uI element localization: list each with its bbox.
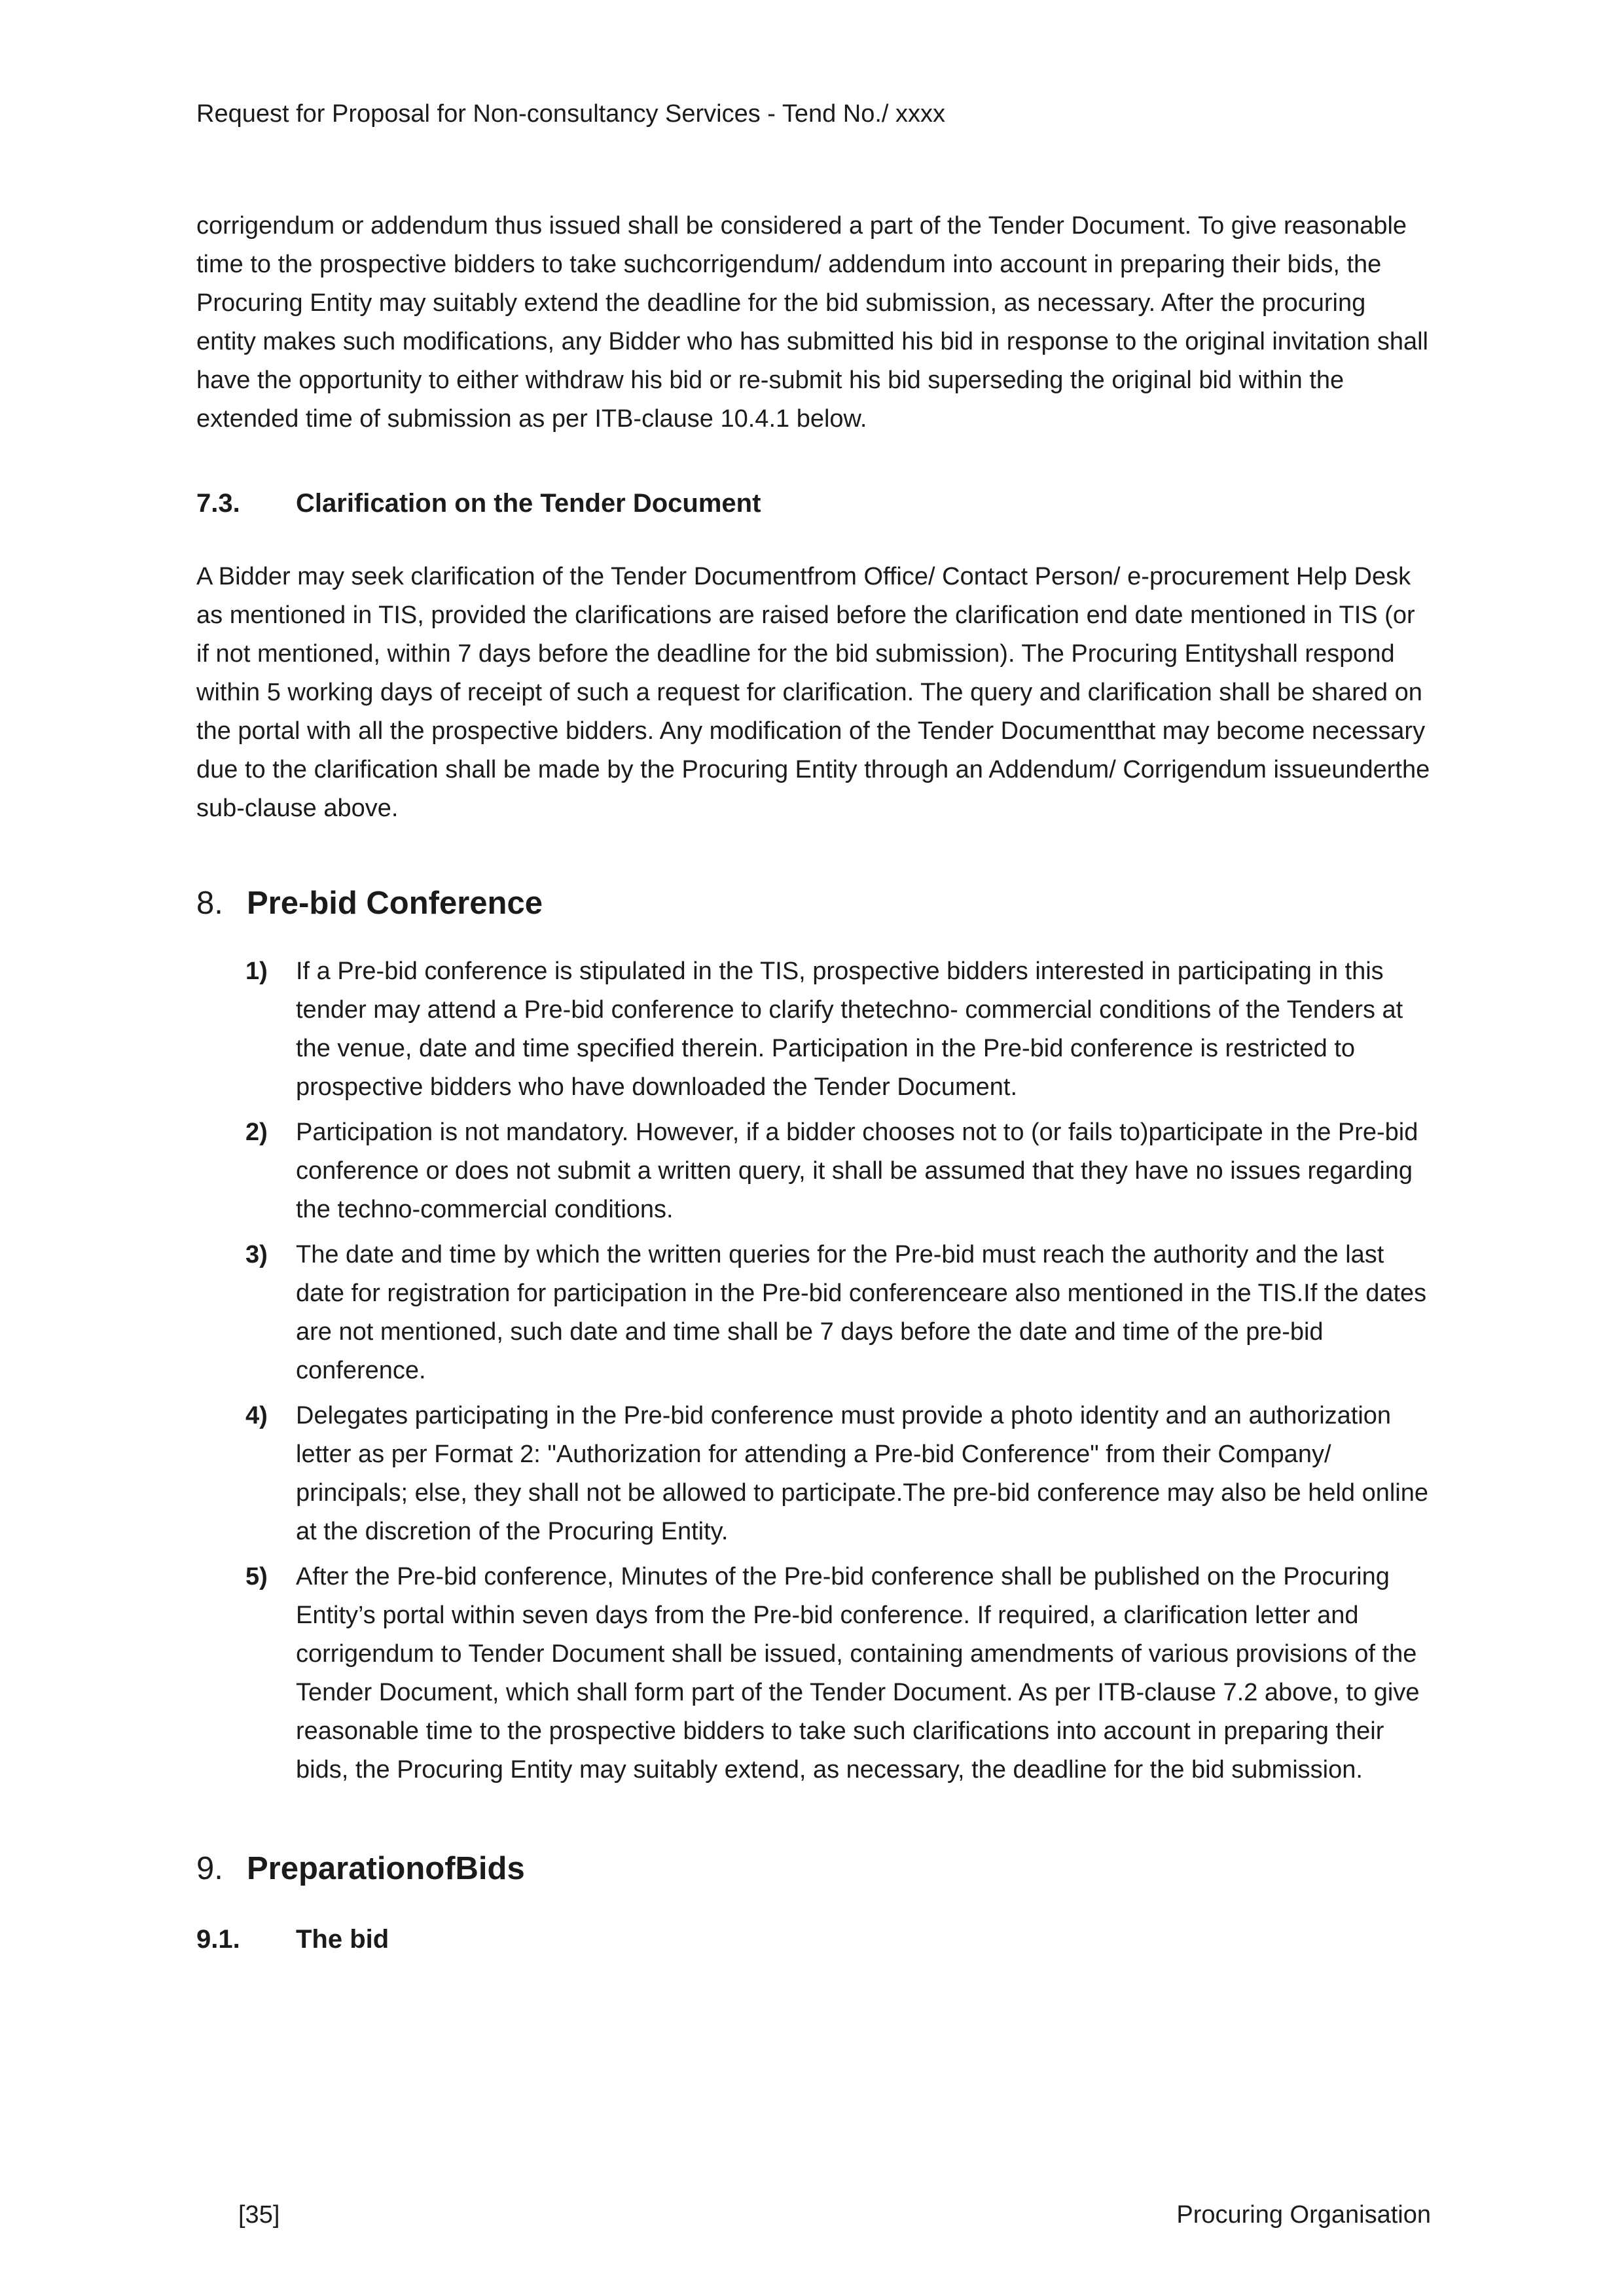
- list-item-text: Participation is not mandatory. However, if a bidder chooses not to (or fails to)participate in the Pre-bid conference or does not submit a written query, it shall be assumed that they have no issues regarding the techno-commercial conditions.: [296, 1119, 1418, 1223]
- page-footer: [196, 2199, 1431, 2231]
- section-8-list: [196, 952, 1431, 1789]
- list-item-number: 1): [245, 958, 268, 985]
- intro-paragraph: corrigendum or addendum thus issued shall be considered a part of the Tender Document. To give reasonable time to the prospective bidders to take suchcorrigendum/ addendum into account in preparing their bids, the Procuring Entity may suitably extend the deadline for the bid submission, as necessary. After the procuring entity makes such modifications, any Bidder who has submitted his bid in response to the original invitation shall have the opportunity to either withdraw his bid or re-submit his bid superseding the original bid within the extended time of submission as per ITB-clause 10.4.1 below.: [196, 212, 1429, 433]
- list-item-text: Delegates participating in the Pre-bid conference must provide a photo identity and an authorization letter as per Format 2: "Authorization for attending a Pre-bid Conference" from their Company/ principals; else, they shall not be allowed to participate.The pre-bid conference may also be held online at the discretion of the Procuring Entity.: [296, 1402, 1429, 1545]
- section-9-heading: [196, 1848, 1431, 1889]
- list-item-text: After the Pre-bid conference, Minutes of the Pre-bid conference shall be published on the Procuring Entity’s portal within seven days from the Pre-bid conference. If required, a clarification letter and corrigendum to Tender Document shall be issued, containing amendments of various provisions of the Tender Document, which shall form part of the Tender Document. As per ITB-clause 7.2 above, to give reasonable time to the prospective bidders to take such clarifications into account in preparing their bids, the Procuring Entity may suitably extend, as necessary, the deadline for the bid submission.: [296, 1563, 1420, 1784]
- section-7-3-number: 7.3.: [196, 489, 240, 518]
- section-8-title: Pre-bid Conference: [247, 886, 543, 921]
- section-8-number: 8.: [196, 886, 223, 921]
- section-7-3-heading: [196, 487, 1431, 520]
- list-item: [196, 952, 1431, 1107]
- section-9-number: 9.: [196, 1851, 223, 1886]
- section-7-3-body: A Bidder may seek clarification of the Tender Documentfrom Office/ Contact Person/ e-procurement Help Desk as mentioned in TIS, provided the clarifications are raised before the clarification end date mentioned in TIS (or if not mentioned, within 7 days before the deadline for the bid submission). The Procuring Entityshall respond within 5 working days of receipt of such a request for clarification. The query and clarification shall be shared on the portal with all the prospective bidders. Any modification of the Tender Documentthat may become necessary due to the clarification shall be made by the Procuring Entity through an Addendum/ Corrigendum issueunderthe sub-clause above.: [196, 563, 1430, 822]
- section-8-heading: [196, 883, 1431, 924]
- section-9-1-title: The bid: [296, 1925, 389, 1954]
- list-item-number: 3): [245, 1241, 268, 1268]
- section-9-1-number: 9.1.: [196, 1925, 240, 1954]
- list-item: [196, 1558, 1431, 1789]
- page-header-title: Request for Proposal for Non-consultancy Services - Tend No./ xxxx: [196, 100, 946, 128]
- list-item: [196, 1397, 1431, 1551]
- list-item: [196, 1236, 1431, 1390]
- list-item: [196, 1113, 1431, 1229]
- footer-organisation: Procuring Organisation: [1176, 2201, 1431, 2229]
- list-item-text: The date and time by which the written queries for the Pre-bid must reach the authority and the last date for registration for participation in the Pre-bid conferenceare also mentioned in the TIS.If the dates are not mentioned, such date and time shall be 7 days before the date and time of the pre-bid conference.: [296, 1241, 1427, 1384]
- list-item-text: If a Pre-bid conference is stipulated in the TIS, prospective bidders interested in participating in this tender may attend a Pre-bid conference to clarify thetechno- commercial conditions of the Tenders at the venue, date and time specified therein. Participation in the Pre-bid conference is restricted to prospective bidders who have downloaded the Tender Document.: [296, 958, 1403, 1101]
- footer-page-number: [35]: [238, 2201, 280, 2229]
- section-9-title: PreparationofBids: [247, 1851, 525, 1886]
- section-7-3-title: Clarification on the Tender Document: [296, 489, 761, 518]
- list-item-number: 5): [245, 1563, 268, 1590]
- section-9-1-heading: [196, 1923, 1431, 1956]
- list-item-number: 2): [245, 1119, 268, 1146]
- list-item-number: 4): [245, 1402, 268, 1429]
